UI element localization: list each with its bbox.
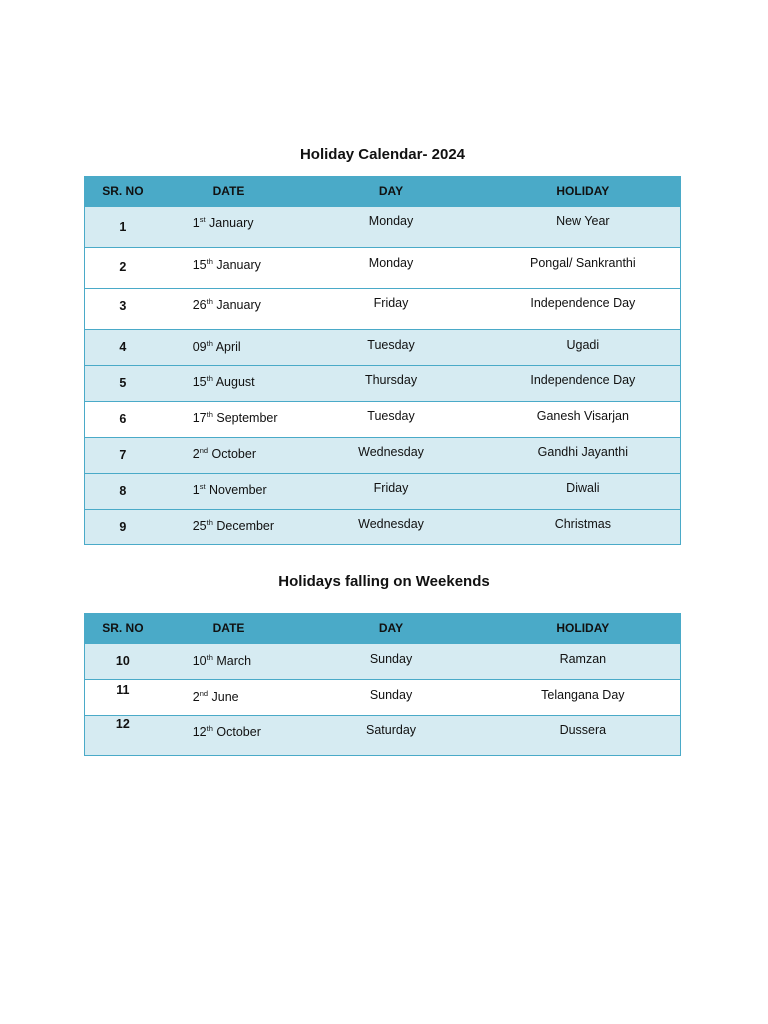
date-day-number: 15 — [192, 375, 207, 389]
table-row — [85, 247, 680, 288]
holiday-cell: New Year — [556, 214, 610, 228]
date-day-number: 25 — [192, 519, 207, 533]
table-row — [85, 643, 680, 679]
table-row — [85, 206, 680, 247]
page-title: Holiday Calendar- 2024 — [299, 146, 466, 163]
holiday-cell: Dussera — [559, 723, 607, 737]
date-ordinal-suffix: th — [206, 724, 213, 733]
holiday-cell: Pongal/ Sankranthi — [530, 256, 636, 270]
header-date: DATE — [212, 621, 245, 635]
header-day: DAY — [378, 184, 404, 198]
sr-no-cell: 6 — [119, 412, 127, 426]
date-cell — [161, 474, 297, 509]
date-ordinal-suffix: th — [206, 518, 213, 527]
day-cell: Monday — [368, 256, 414, 270]
date-month: September — [216, 411, 278, 425]
date-cell — [161, 366, 297, 401]
sr-no-cell: 5 — [119, 376, 127, 390]
sr-no-cell: 10 — [115, 654, 130, 668]
sr-no-cell: 12 — [115, 717, 130, 731]
date-cell — [161, 248, 297, 288]
date-month: August — [215, 375, 255, 389]
date-day-number: 1 — [192, 483, 200, 497]
table-row — [85, 437, 680, 473]
day-cell: Saturday — [366, 723, 417, 737]
day-cell: Friday — [373, 481, 409, 495]
day-cell: Sunday — [369, 652, 413, 666]
date-month: March — [216, 654, 252, 668]
date-month: January — [209, 216, 254, 230]
date-ordinal-suffix: th — [206, 339, 213, 348]
table-header — [85, 177, 680, 206]
table-row — [85, 509, 680, 544]
date-cell — [161, 680, 297, 715]
date-ordinal-suffix: st — [199, 482, 206, 491]
weekend-section-title: Holidays falling on Weekends — [278, 573, 490, 590]
day-cell: Wednesday — [358, 445, 424, 459]
header-holiday: HOLIDAY — [556, 184, 610, 198]
header-sr-no: SR. NO — [102, 184, 144, 198]
weekend-holiday-table — [84, 613, 681, 756]
header-date: DATE — [212, 184, 245, 198]
table-row — [85, 473, 680, 509]
table-row — [85, 401, 680, 437]
date-ordinal-suffix: th — [206, 297, 213, 306]
holiday-cell: Independence Day — [530, 373, 636, 387]
header-sr-no: SR. NO — [102, 621, 144, 635]
holiday-cell: Ugadi — [566, 338, 600, 352]
date-month: January — [216, 258, 261, 272]
date-day-number: 26 — [192, 298, 207, 312]
date-month: November — [209, 483, 267, 497]
holiday-table — [84, 176, 681, 545]
date-day-number: 2 — [192, 447, 200, 461]
date-cell — [161, 644, 297, 679]
sr-no-cell: 1 — [119, 220, 127, 234]
table-row — [85, 365, 680, 401]
date-day-number: 09 — [192, 340, 207, 354]
sr-no-cell: 3 — [119, 299, 127, 313]
date-month: January — [216, 298, 261, 312]
date-cell — [161, 207, 297, 247]
holiday-cell: Diwali — [566, 481, 600, 495]
date-day-number: 12 — [192, 725, 207, 739]
table-row — [85, 329, 680, 365]
day-cell: Tuesday — [367, 338, 415, 352]
date-month: June — [211, 690, 239, 704]
date-month: October — [211, 447, 256, 461]
sr-no-cell: 7 — [119, 448, 127, 462]
date-day-number: 2 — [192, 690, 200, 704]
date-day-number: 17 — [192, 411, 207, 425]
table-row — [85, 288, 680, 329]
date-day-number: 15 — [192, 258, 207, 272]
holiday-cell: Ganesh Visarjan — [536, 409, 629, 423]
date-ordinal-suffix: th — [206, 374, 213, 383]
day-cell: Sunday — [369, 688, 413, 702]
sr-no-cell: 4 — [119, 340, 127, 354]
date-month: April — [215, 340, 241, 354]
day-cell: Tuesday — [367, 409, 415, 423]
day-cell: Friday — [373, 296, 409, 310]
date-ordinal-suffix: st — [199, 215, 206, 224]
date-day-number: 10 — [192, 654, 207, 668]
date-cell — [161, 438, 297, 473]
date-cell — [161, 402, 297, 437]
date-ordinal-suffix: th — [206, 653, 213, 662]
date-ordinal-suffix: nd — [199, 689, 209, 698]
header-day: DAY — [378, 621, 404, 635]
holiday-cell: Gandhi Jayanthi — [537, 445, 629, 459]
date-cell — [161, 330, 297, 365]
date-ordinal-suffix: th — [206, 257, 213, 266]
date-month: October — [216, 725, 261, 739]
table-row — [85, 715, 680, 755]
date-cell — [161, 289, 297, 329]
holiday-cell: Ramzan — [559, 652, 607, 666]
holiday-cell: Christmas — [554, 517, 611, 531]
header-holiday: HOLIDAY — [556, 621, 610, 635]
table-header — [85, 614, 680, 643]
table-row — [85, 679, 680, 715]
holiday-cell: Telangana Day — [541, 688, 625, 702]
date-ordinal-suffix: th — [206, 410, 213, 419]
day-cell: Wednesday — [358, 517, 424, 531]
sr-no-cell: 9 — [119, 520, 127, 534]
sr-no-cell: 11 — [116, 683, 130, 697]
date-cell — [161, 716, 297, 755]
day-cell: Monday — [368, 214, 414, 228]
date-ordinal-suffix: nd — [199, 446, 209, 455]
date-cell — [161, 510, 297, 544]
sr-no-cell: 8 — [119, 484, 127, 498]
holiday-cell: Independence Day — [530, 296, 636, 310]
date-month: December — [216, 519, 275, 533]
day-cell: Thursday — [364, 373, 418, 387]
sr-no-cell: 2 — [119, 260, 127, 274]
date-day-number: 1 — [192, 216, 200, 230]
